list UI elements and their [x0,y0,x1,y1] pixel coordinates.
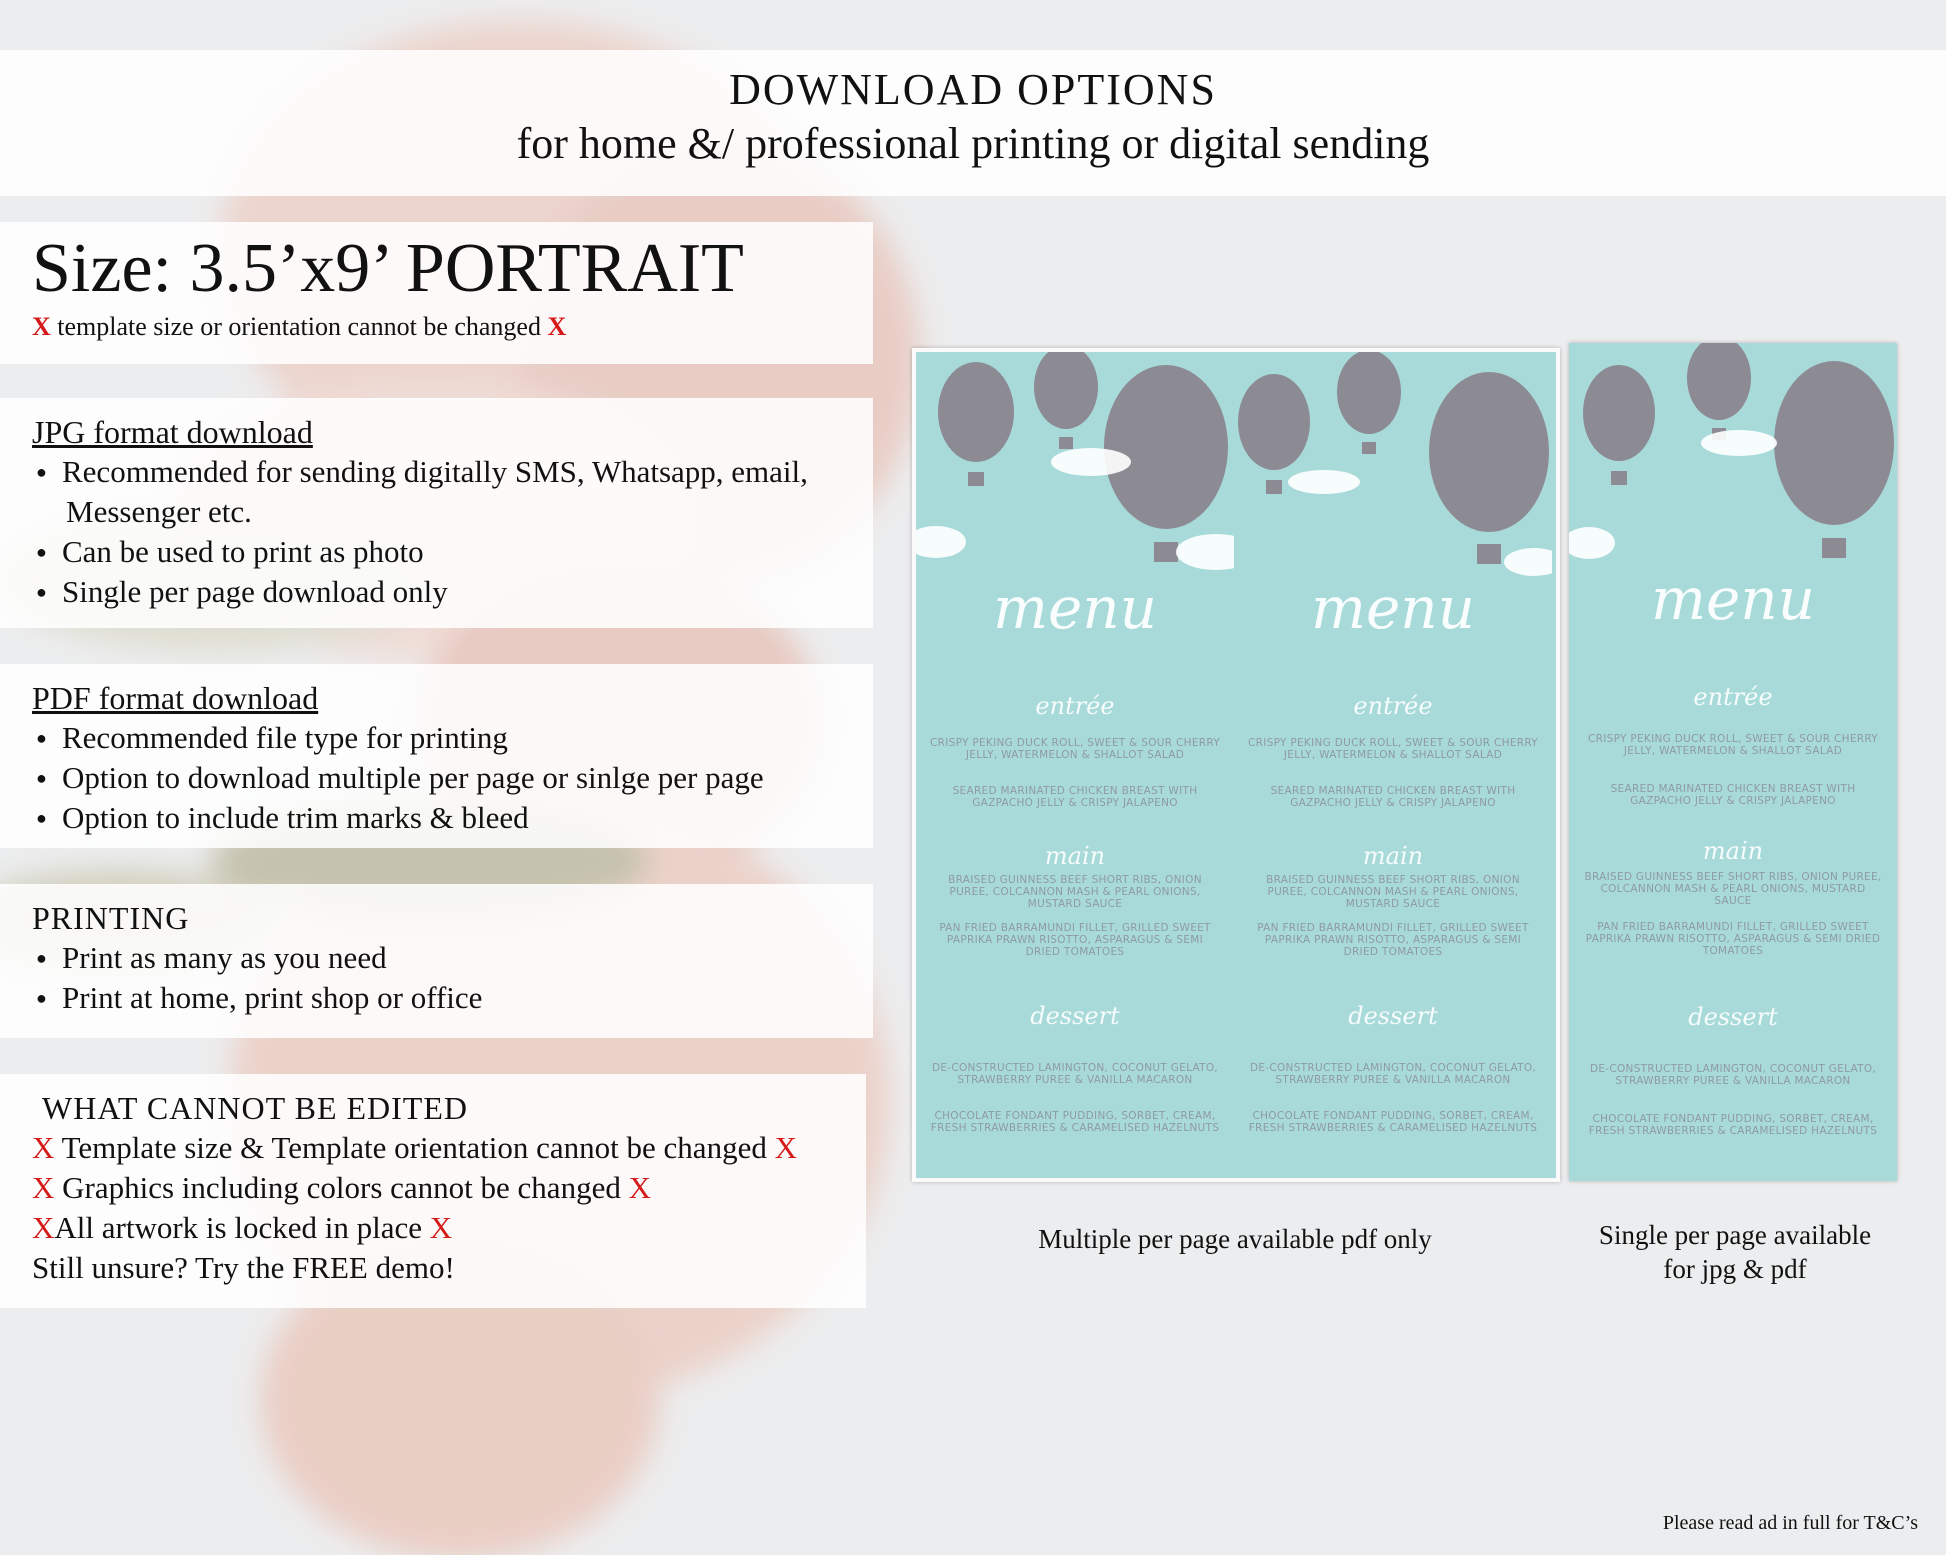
section-main: main [1362,842,1424,870]
menu-item: SEARED MARINATED CHICKEN BREAST WITH GAZPACHO JELLY & CRISPY JALAPENO [952,785,1198,809]
page-subtitle: for home &/ professional printing or digital sending [516,119,1430,168]
menu-item: BRAISED GUINNESS BEEF SHORT RIBS, ONION PUREE, COLCANNON MASH & PEARL ONIONS, MUSTARD SAUCE [1266,874,1520,910]
menu-preview-single [1569,343,1897,1181]
menu-title: menu [992,574,1158,642]
menu-title: menu [1310,574,1476,642]
list-item: ● Option to download multiple per page or sinlge per page [32,758,873,798]
menu-card [916,352,1234,1178]
size-title: Size: 3.5’x9’ PORTRAIT [32,230,744,307]
pdf-bullet-list [32,718,873,838]
menu-item: CHOCOLATE FONDANT PUDDING, SORBET, CREAM, FRESH STRAWBERRIES & CARAMELISED HAZELNUTS [930,1110,1220,1134]
list-item: X Graphics including colors cannot be changed X [32,1170,651,1205]
list-item: ● Single per page download only [32,572,873,612]
demo-line: Still unsure? Try the FREE demo! [32,1250,455,1285]
hot-air-balloon-icon [1569,343,1897,583]
menu-item: DE-CONSTRUCTED LAMINGTON, COCONUT GELATO, STRAWBERRY PUREE & VANILLA MACARON [1589,1063,1877,1087]
menu-item: DE-CONSTRUCTED LAMINGTON, COCONUT GELATO, STRAWBERRY PUREE & VANILLA MACARON [1249,1062,1537,1086]
cannot-edit-list [32,1128,866,1288]
section-entree: entrée [1693,683,1773,711]
list-item: ● Print at home, print shop or office [32,978,873,1018]
menu-title: menu [1650,565,1816,633]
printing-bullet-list [32,938,873,1018]
printing-panel [0,884,873,1038]
menu-card [1234,352,1552,1178]
menu-item: CHOCOLATE FONDANT PUDDING, SORBET, CREAM, FRESH STRAWBERRIES & CARAMELISED HAZELNUTS [1588,1113,1878,1137]
printing-heading: PRINTING [32,900,190,936]
menu-item: BRAISED GUINNESS BEEF SHORT RIBS, ONION PUREE, COLCANNON MASH & PEARL ONIONS, MUSTARD SAUCE [948,874,1202,910]
menu-item: DE-CONSTRUCTED LAMINGTON, COCONUT GELATO, STRAWBERRY PUREE & VANILLA MACARON [931,1062,1219,1086]
jpg-bullet-list [32,452,873,612]
section-main: main [1702,837,1764,865]
x-mark-icon: X [32,312,51,341]
x-mark-icon: X [547,312,567,341]
x-mark-icon: X [32,1130,55,1165]
x-mark-icon: X [32,1210,55,1245]
hot-air-balloon-icon [916,352,1234,582]
hot-air-balloon-icon [1234,352,1552,582]
list-item: ● Recommended for sending digitally SMS, Whatsapp, email, Messenger etc. [32,452,873,532]
footer-note: Please read ad in full for T&C’s [1662,1512,1918,1534]
list-item: ● Print as many as you need [32,938,873,978]
menu-item: PAN FRIED BARRAMUNDI FILLET, GRILLED SWEET PAPRIKA PRAWN RISOTTO, ASPARAGUS & SEMI DRIED TOMATOES [1585,921,1881,957]
caption-single: Single per page available for jpg & pdf [1598,1220,1872,1284]
menu-item: CHOCOLATE FONDANT PUDDING, SORBET, CREAM, FRESH STRAWBERRIES & CARAMELISED HAZELNUTS [1248,1110,1538,1134]
menu-item: CRISPY PEKING DUCK ROLL, SWEET & SOUR CHERRY JELLY, WATERMELON & SHALLOT SALAD [1587,733,1878,757]
menu-item: CRISPY PEKING DUCK ROLL, SWEET & SOUR CHERRY JELLY, WATERMELON & SHALLOT SALAD [1248,737,1539,761]
menu-item: BRAISED GUINNESS BEEF SHORT RIBS, ONION PUREE, COLCANNON MASH & PEARL ONIONS, MUSTARD SAUCE [1584,871,1882,907]
section-dessert: dessert [1030,1002,1120,1030]
cannot-edit-heading: WHAT CANNOT BE EDITED [42,1090,468,1126]
list-item: X Template size & Template orientation cannot be changed X [32,1130,797,1165]
section-entree: entrée [1353,692,1433,720]
pdf-panel [0,664,873,848]
section-dessert: dessert [1688,1003,1778,1031]
x-mark-icon: X [628,1170,651,1205]
menu-item: SEARED MARINATED CHICKEN BREAST WITH GAZPACHO JELLY & CRISPY JALAPENO [1270,785,1516,809]
size-note [32,312,873,342]
pdf-heading: PDF format download [32,680,319,716]
jpg-heading: JPG format download [32,414,313,450]
list-item: ● Option to include trim marks & bleed [32,798,873,838]
size-panel [0,222,873,364]
list-item: ● Can be used to print as photo [32,532,873,572]
cannot-edit-panel [0,1074,866,1308]
section-entree: entrée [1035,692,1115,720]
menu-item: PAN FRIED BARRAMUNDI FILLET, GRILLED SWEET PAPRIKA PRAWN RISOTTO, ASPARAGUS & SEMI DRIED TOMATOES [1257,922,1529,958]
menu-item: CRISPY PEKING DUCK ROLL, SWEET & SOUR CHERRY JELLY, WATERMELON & SHALLOT SALAD [930,737,1221,761]
section-dessert: dessert [1348,1002,1438,1030]
list-item: XAll artwork is locked in place X [32,1210,453,1245]
list-item: ● Recommended file type for printing [32,718,873,758]
menu-item: PAN FRIED BARRAMUNDI FILLET, GRILLED SWEET PAPRIKA PRAWN RISOTTO, ASPARAGUS & SEMI DRIED TOMATOES [939,922,1211,958]
jpg-panel [0,398,873,628]
section-main: main [1044,842,1106,870]
menu-preview-multi [912,348,1560,1182]
caption-multi: Multiple per page available pdf only [1038,1224,1432,1254]
menu-item: SEARED MARINATED CHICKEN BREAST WITH GAZPACHO JELLY & CRISPY JALAPENO [1610,783,1856,807]
x-mark-icon: X [429,1210,453,1245]
size-note-text: template size or orientation cannot be changed [57,312,541,341]
page-title: DOWNLOAD OPTIONS [729,65,1217,114]
header-band [0,50,1946,196]
x-mark-icon: X [774,1130,797,1165]
x-mark-icon: X [32,1170,55,1205]
menu-card [1569,343,1897,1181]
